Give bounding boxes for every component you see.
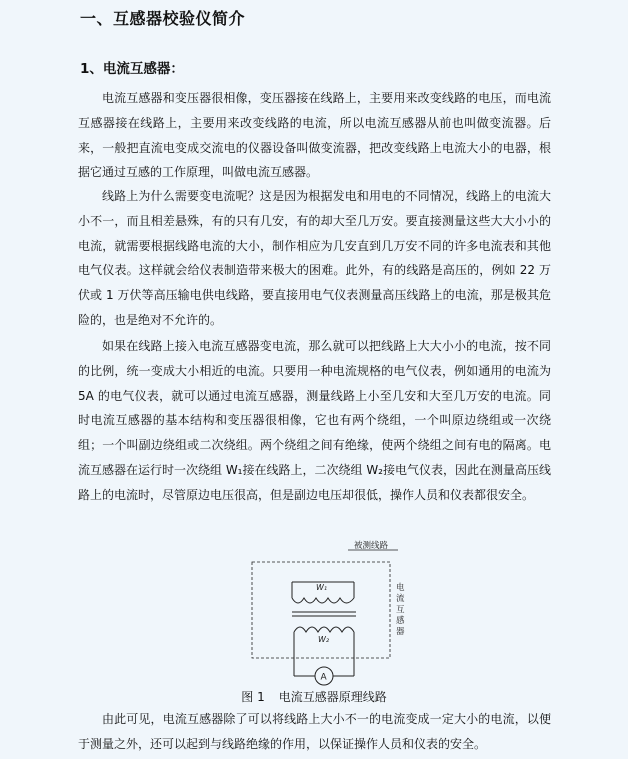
primary-label: W₁ bbox=[316, 583, 328, 592]
paragraph: 如果在线路上接入电流互感器变电流，那么就可以把线路上大大小小的电流，按不同的比例，统一变成大小相近的电流。只要用一种电流规格的电气仪表，例如通用的电流为 5A 的电气仪表，就可以通过电流互感器，测量线路上小至几安和大至几万安的电流。同时电流互感器的基本结构和变压器很相像，它也有两个绕组，一个叫原边绕组或一次绕组；一个叫副边绕组或二次绕组。两个绕组之间有绝缘，使两个绕组之间有电的隔离。电流互感器在运行时一次绕组 W₁接在线路上，二次绕组 W₂接电气仪表，因此在测量高压线路上的电流时，尽管原边电压很高，但是副边电压却很低，操作人员和仪表都很安全。 bbox=[78, 339, 551, 502]
paragraph: 电流互感器和变压器很相像，变压器接在线路上，主要用来改变线路的电压，而电流互感器接在线路上，主要用来改变线路的电流，所以电流互感器从前也叫做变流器。后来，一般把直流电变成交流电的仪器设备叫做变流器，把改变线路上电流大小的电器，根据它通过互感的工作原理，叫做电流互感器。 bbox=[78, 91, 551, 180]
secondary-coil bbox=[294, 627, 354, 632]
caption-text: 电流互感器原理线路 bbox=[278, 690, 387, 704]
secondary-label: W₂ bbox=[318, 635, 330, 644]
figure-caption bbox=[0, 688, 628, 705]
caption-number: 图 1 bbox=[241, 690, 265, 704]
section-title: 一、互感器校验仪简介 bbox=[80, 9, 246, 28]
primary-coil bbox=[292, 598, 354, 603]
side-label: 电流互感器 bbox=[396, 583, 405, 637]
current-transformer-diagram bbox=[236, 538, 416, 694]
paragraph: 线路上为什么需要变电流呢？这是因为根据发电和用电的不同情况，线路上的电流大小不一，而且相差悬殊，有的只有几安，有的却大至几万安。要直接测量这些大大小小的电流，就需要根据线路电流的大小，制作相应为几安直到几万安不同的许多电流表和其他电气仪表。这样就会给仪表制造带来极大的困难。此外，有的线路是高压的，例如 22 万伏或 1 万伏等高压输电供电线路，要直接用电气仪表测量高压线路上的电流，那是极其危险的，也是绝对不允许的。 bbox=[78, 189, 551, 327]
figure-line-label: 被测线路 bbox=[354, 541, 389, 551]
ammeter-symbol: A bbox=[320, 672, 327, 683]
subsection-title: 1、电流互感器： bbox=[80, 61, 184, 77]
paragraph: 由此可见，电流互感器除了可以将线路上大小不一的电流变成一定大小的电流，以便于测量之外，还可以起到与线路绝缘的作用，以保证操作人员和仪表的安全。 bbox=[78, 712, 551, 751]
